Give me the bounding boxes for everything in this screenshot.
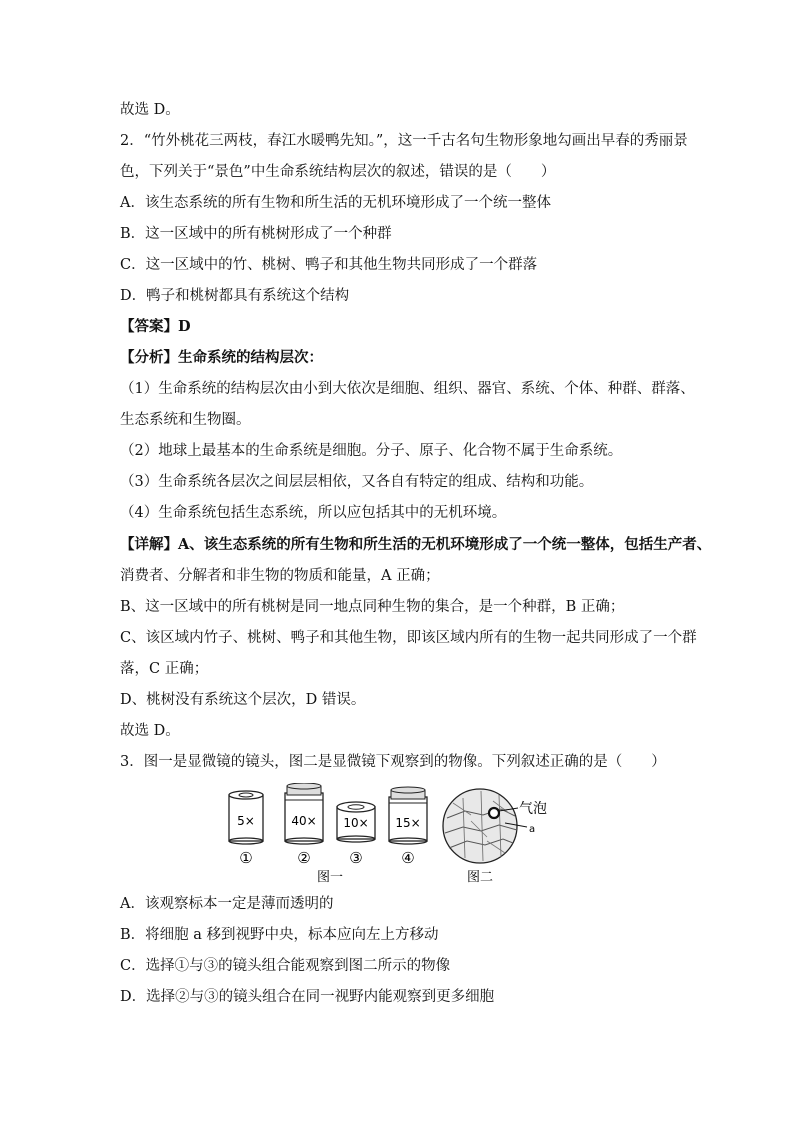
text-line: 故选 D。 (120, 102, 180, 118)
q3-option-b: B．将细胞 a 移到视野中央，标本应向左上方移动 (120, 927, 439, 943)
question-2-stem-cont: 色，下列关于“景色”中生命系统结构层次的叙述，错误的是（ ） (120, 164, 556, 180)
bubble-label: 气泡 (519, 801, 547, 817)
lens-2-label: 40× (291, 814, 317, 828)
lens-1-label: 5× (237, 814, 255, 828)
option-d: D．鸭子和桃树都具有系统这个结构 (120, 288, 350, 304)
conclusion: 故选 D。 (120, 723, 180, 739)
analysis-heading: 【分析】生命系统的结构层次： (120, 349, 323, 366)
question-2-stem: 2．“竹外桃花三两枝，春江水暖鸭先知。”，这一千古名句生物形象地勾画出早春的秀丽景 (120, 133, 688, 149)
detail-c-cont: 落，C 正确； (120, 661, 209, 677)
lens-2-number: ② (297, 849, 311, 867)
lens-3-icon (337, 802, 375, 867)
lens-4-icon (389, 787, 427, 867)
analysis-point-4: （4）生命系统包括生态系统，所以应包括其中的无机环境。 (120, 505, 507, 521)
lens-4-label: 15× (395, 816, 421, 830)
field-of-view-icon (443, 789, 527, 863)
analysis-point-3: （3）生命系统各层次之间层层相依，又各自有特定的组成、结构和功能。 (120, 474, 594, 490)
option-c: C．这一区域中的竹、桃树、鸭子和其他生物共同形成了一个群落 (120, 257, 538, 273)
lens-3-label: 10× (343, 816, 369, 830)
detail-c: C、该区域内竹子、桃树、鸭子和其他生物，即该区域内所有的生物一起共同形成了一个群 (120, 630, 697, 646)
lens-1-number: ① (239, 849, 253, 867)
q3-option-c: C．选择①与③的镜头组合能观察到图二所示的物像 (120, 958, 451, 974)
detail-d: D、桃树没有系统这个层次，D 错误。 (120, 692, 366, 708)
figure-2-caption: 图二 (466, 870, 494, 885)
detail-a-cont: 消费者、分解者和非生物的物质和能量，A 正确； (120, 568, 440, 584)
detail-a: 【详解】A、该生态系统的所有生物和所生活的无机环境形成了一个统一整体，包括生产者、 (120, 536, 712, 553)
lens-3-number: ③ (349, 849, 363, 867)
lens-2-icon (285, 783, 323, 867)
q3-option-a: A．该观察标本一定是薄而透明的 (120, 896, 334, 912)
answer-line: 【答案】D (120, 318, 191, 335)
question-3-stem: 3．图一是显微镜的镜头，图二是显微镜下观察到的物像。下列叙述正确的是（ ） (120, 754, 666, 770)
q3-option-d: D．选择②与③的镜头组合在同一视野内能观察到更多细胞 (120, 989, 495, 1005)
bubble-icon (489, 808, 499, 818)
detail-b: B、这一区域中的所有桃树是同一地点同种生物的集合，是一个种群，B 正确； (120, 599, 625, 615)
lens-1-icon (229, 791, 263, 867)
microscope-figure (225, 783, 565, 888)
cell-a-label: a (529, 824, 536, 835)
option-b: B．这一区域中的所有桃树形成了一个种群 (120, 226, 392, 242)
lens-4-number: ④ (401, 849, 415, 867)
analysis-point-1-cont: 生态系统和生物圈。 (120, 412, 251, 428)
option-a: A．该生态系统的所有生物和所生活的无机环境形成了一个统一整体 (120, 195, 551, 211)
figure-1-caption: 图一 (316, 870, 344, 885)
analysis-point-1: （1）生命系统的结构层次由小到大依次是细胞、组织、器官、系统、个体、种群、群落、 (120, 381, 695, 397)
analysis-point-2: （2）地球上最基本的生命系统是细胞。分子、原子、化合物不属于生命系统。 (120, 443, 623, 459)
